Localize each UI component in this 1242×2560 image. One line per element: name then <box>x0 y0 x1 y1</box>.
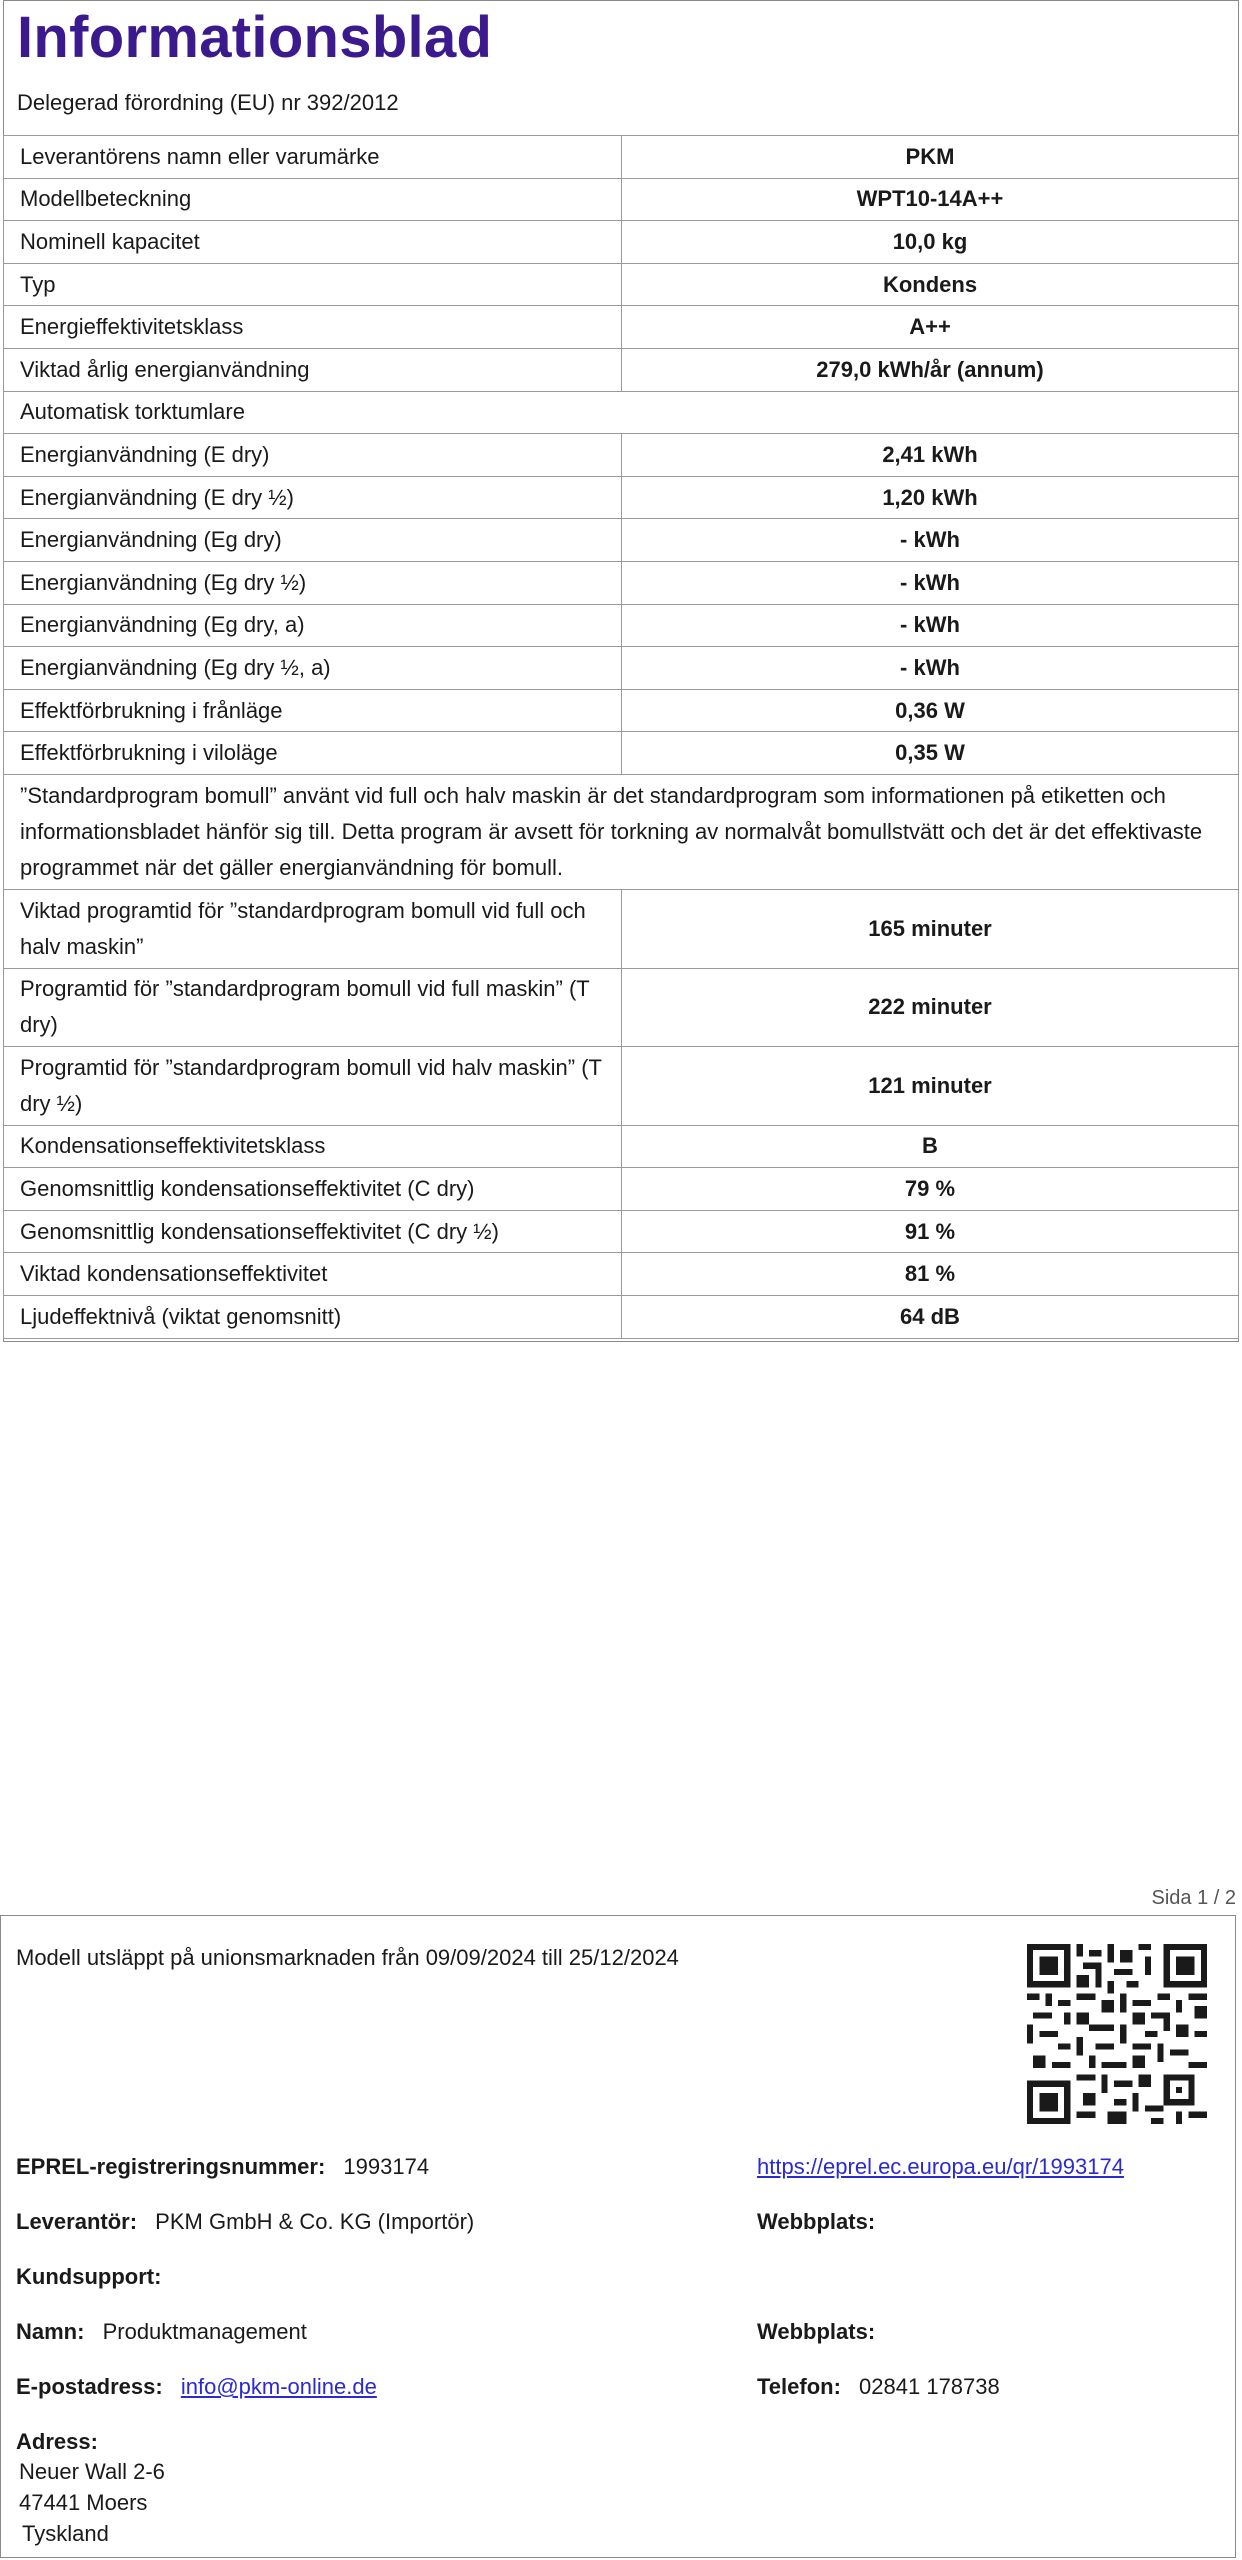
eprel-label: EPREL-registreringsnummer: <box>16 2154 326 2179</box>
table-row <box>4 604 1239 647</box>
eprel-value: 1993174 <box>343 2154 430 2179</box>
table-row <box>4 1168 1239 1211</box>
name-value: Produktmanagement <box>102 2319 307 2344</box>
table-row <box>4 1125 1239 1168</box>
table-row <box>4 1210 1239 1253</box>
support-email <box>16 2374 377 2400</box>
table-row <box>4 1296 1239 1339</box>
row-label: Automatisk torktumlare <box>4 391 1239 434</box>
table-row <box>4 391 1239 434</box>
table-row <box>4 561 1239 604</box>
table-row <box>4 689 1239 732</box>
qr-code-icon[interactable] <box>1027 1944 1207 2124</box>
page-number: Sida 1 / 2 <box>1151 1887 1236 1909</box>
row-label: Programtid för ”standardprogram bomull vid full maskin” (T dry) <box>4 968 622 1047</box>
row-label: Leverantörens namn eller varumärke <box>4 136 622 179</box>
email-label: E-postadress: <box>16 2374 163 2399</box>
row-label: Energianvändning (Eg dry, a) <box>4 604 622 647</box>
table-row <box>4 348 1239 391</box>
table-row <box>4 136 1239 179</box>
row-value: 10,0 kg <box>622 221 1239 264</box>
row-label: Energianvändning (Eg dry) <box>4 519 622 562</box>
table-row <box>4 434 1239 477</box>
row-label: Viktad programtid för ”standardprogram bomull vid full och halv maskin” <box>4 889 622 968</box>
support-website-label: Webbplats: <box>757 2319 876 2344</box>
row-label: Ljudeffektnivå (viktat genomsnitt) <box>4 1296 622 1339</box>
row-value: 0,36 W <box>622 689 1239 732</box>
row-label: Energianvändning (E dry ½) <box>4 476 622 519</box>
row-value: B <box>622 1125 1239 1168</box>
address-line: Neuer Wall 2-6 <box>19 2459 165 2484</box>
row-label: Typ <box>4 263 622 306</box>
phone-value: 02841 178738 <box>859 2374 1000 2399</box>
eprel-link[interactable]: https://eprel.ec.europa.eu/qr/1993174 <box>757 2154 1124 2179</box>
row-value: - kWh <box>622 604 1239 647</box>
row-label: Programtid för ”standardprogram bomull vid halv maskin” (T dry ½) <box>4 1047 622 1126</box>
table-row <box>4 519 1239 562</box>
table-row <box>4 889 1239 968</box>
email-link[interactable]: info@pkm-online.de <box>180 2374 377 2399</box>
row-label: Effektförbrukning i viloläge <box>4 732 622 775</box>
row-label: Effektförbrukning i frånläge <box>4 689 622 732</box>
row-label: Energianvändning (Eg dry ½, a) <box>4 647 622 690</box>
row-value: A++ <box>622 306 1239 349</box>
support-phone <box>757 2374 1000 2400</box>
row-value: 0,35 W <box>622 732 1239 775</box>
row-label: Energianvändning (Eg dry ½) <box>4 561 622 604</box>
table-row <box>4 732 1239 775</box>
row-value: 91 % <box>622 1210 1239 1253</box>
customer-support-label: Kundsupport: <box>16 2264 162 2289</box>
address-label: Adress: <box>16 2429 98 2454</box>
standard-program-note: ”Standardprogram bomull” använt vid full och halv maskin är det standardprogram som informationen på etiketten och informationsbladet hänför sig till. Detta program är avsett för torkning av normalvåt bomullstvätt och det är det effektivaste programmet när det gäller energianvändning för bomull. <box>4 774 1239 889</box>
eprel-registration <box>16 2154 429 2180</box>
table-row <box>4 178 1239 221</box>
supplier-website-label: Webbplats: <box>757 2209 876 2234</box>
row-value: 165 minuter <box>622 889 1239 968</box>
name-label: Namn: <box>16 2319 85 2344</box>
row-value: Kondens <box>622 263 1239 306</box>
row-value: WPT10-14A++ <box>622 178 1239 221</box>
supplier-value: PKM GmbH & Co. KG (Importör) <box>155 2209 475 2234</box>
supplier-info <box>16 2209 474 2235</box>
support-name <box>16 2319 307 2345</box>
spec-table <box>3 135 1239 1339</box>
row-label: Modellbeteckning <box>4 178 622 221</box>
row-label: Viktad kondensationseffektivitet <box>4 1253 622 1296</box>
supplier-label: Leverantör: <box>16 2209 138 2234</box>
row-value: 64 dB <box>622 1296 1239 1339</box>
row-value: 79 % <box>622 1168 1239 1211</box>
market-availability-text: Modell utsläppt på unionsmarknaden från 09/09/2024 till 25/12/2024 <box>16 1945 679 1970</box>
table-row <box>4 476 1239 519</box>
row-value: - kWh <box>622 647 1239 690</box>
page-title: Informationsblad <box>17 5 493 70</box>
phone-label: Telefon: <box>757 2374 841 2399</box>
regulation-subtitle: Delegerad förordning (EU) nr 392/2012 <box>17 90 399 115</box>
row-label: Genomsnittlig kondensationseffektivitet (C dry) <box>4 1168 622 1211</box>
table-row <box>4 1253 1239 1296</box>
row-label: Energieffektivitetsklass <box>4 306 622 349</box>
row-label: Viktad årlig energianvändning <box>4 348 622 391</box>
table-row <box>4 1047 1239 1126</box>
row-value: 279,0 kWh/år (annum) <box>622 348 1239 391</box>
row-value: 121 minuter <box>622 1047 1239 1126</box>
row-label: Nominell kapacitet <box>4 221 622 264</box>
table-row <box>4 774 1239 889</box>
row-value: PKM <box>622 136 1239 179</box>
row-value: 81 % <box>622 1253 1239 1296</box>
table-row <box>4 968 1239 1047</box>
row-value: - kWh <box>622 519 1239 562</box>
table-row <box>4 647 1239 690</box>
row-value: - kWh <box>622 561 1239 604</box>
table-row <box>4 306 1239 349</box>
row-value: 222 minuter <box>622 968 1239 1047</box>
table-row <box>4 221 1239 264</box>
table-row <box>4 263 1239 306</box>
row-label: Energianvändning (E dry) <box>4 434 622 477</box>
address-line: 47441 Moers <box>19 2490 148 2515</box>
row-label: Genomsnittlig kondensationseffektivitet (C dry ½) <box>4 1210 622 1253</box>
address-line: Tyskland <box>22 2521 109 2546</box>
row-label: Kondensationseffektivitetsklass <box>4 1125 622 1168</box>
row-value: 1,20 kWh <box>622 476 1239 519</box>
row-value: 2,41 kWh <box>622 434 1239 477</box>
